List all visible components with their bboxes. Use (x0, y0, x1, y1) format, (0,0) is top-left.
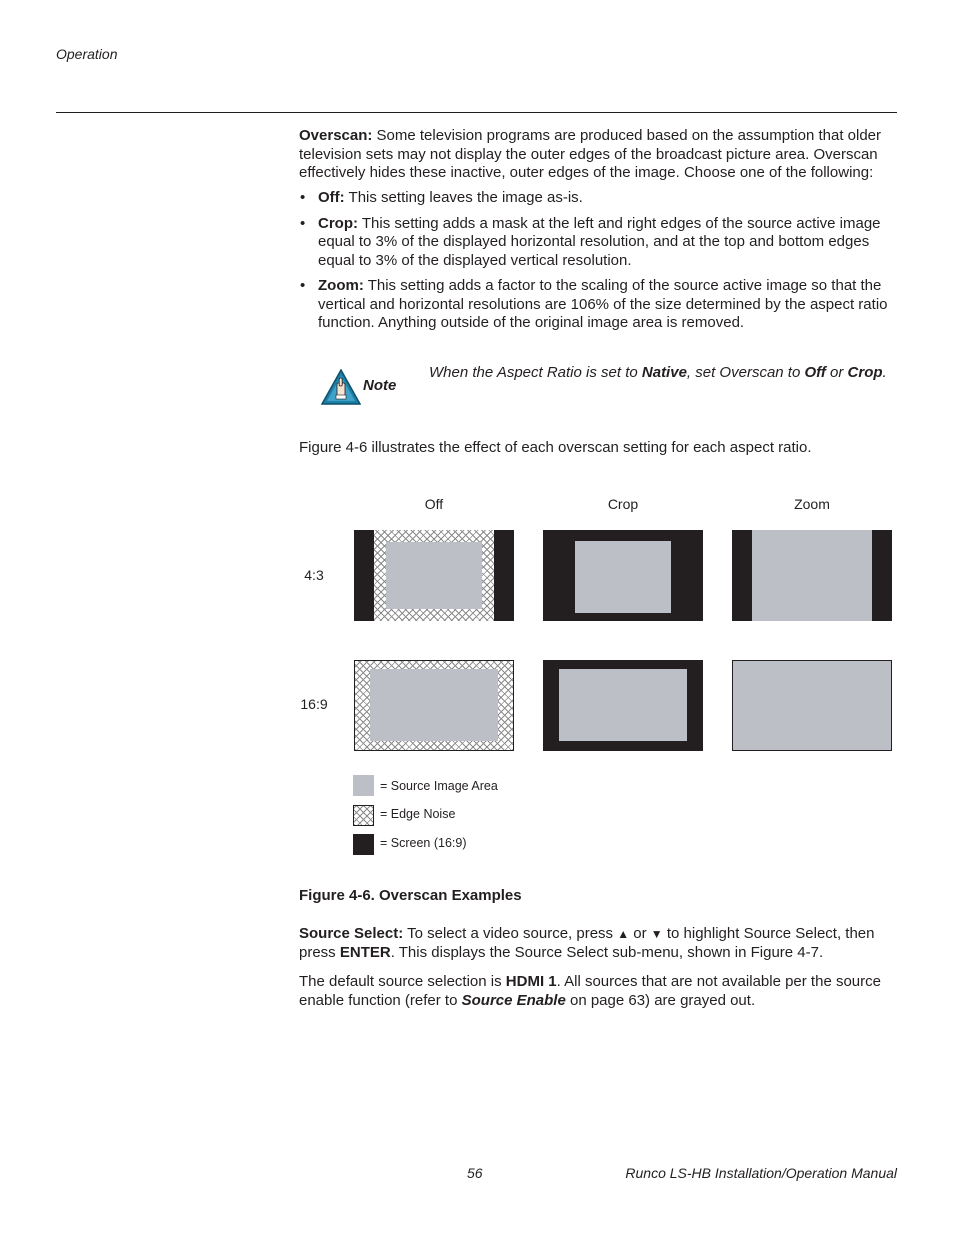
legend-label-source: = Source Image Area (380, 779, 498, 793)
figure-intro: Figure 4-6 illustrates the effect of each overscan setting for each aspect ratio. (299, 439, 812, 456)
row-label-16-9: 16:9 (300, 696, 328, 712)
overscan-text: Some television programs are produced based on the assumption that older television sets may not display the outer edges of the broadcast picture area. Overscan effectively hides these inactive, outer edges of the image. Choose one of the following: (299, 127, 882, 181)
list-item-off: • Off: This setting leaves the image as-is. (299, 189, 899, 208)
column-label-crop: Crop (607, 496, 639, 512)
list-item-crop: • Crop: This setting adds a mask at the left and right edges of the source active image equal to 3% of the displayed horizontal resolution, and at the top and bottom edges equal to 3% of the displayed vertical resolution. (299, 215, 899, 271)
figure-caption: Figure 4-6. Overscan Examples (299, 887, 522, 904)
legend-swatch-source (353, 775, 374, 796)
diagram-16-9-zoom (732, 660, 892, 751)
legend-swatch-edge-noise (353, 805, 374, 826)
diagram-16-9-crop (543, 660, 703, 751)
legend-swatch-screen (353, 834, 374, 855)
section-header: Operation (56, 46, 118, 62)
source-image-area (752, 530, 872, 621)
diagram-4-3-off (354, 530, 514, 621)
overscan-options-list (299, 189, 899, 340)
up-arrow-icon: ▲ (617, 927, 630, 941)
legend-label-screen: = Screen (16:9) (380, 836, 467, 850)
source-image-area (370, 669, 498, 741)
manual-title: Runco LS-HB Installation/Operation Manual (625, 1165, 897, 1181)
column-label-off: Off (424, 496, 444, 512)
source-image-area (575, 541, 671, 613)
diagram-4-3-zoom (732, 530, 892, 621)
down-arrow-icon: ▼ (650, 927, 663, 941)
overscan-paragraph (299, 127, 899, 183)
source-image-area (559, 669, 687, 741)
page-number: 56 (467, 1165, 483, 1181)
legend-label-edge-noise: = Edge Noise (380, 807, 456, 821)
source-select-paragraph: Source Select: To select a video source, press ▲ or ▼ to highlight Source Select, then press ENTER. This displays the Source Select sub-menu, shown in Figure 4-7. (299, 925, 875, 961)
note-label: Note (363, 377, 397, 394)
diagram-4-3-crop (543, 530, 703, 621)
source-enable-reference: Source Enable (461, 991, 566, 1009)
default-source-paragraph: The default source selection is HDMI 1. All sources that are not available per the source enable function (refer to Source Enable on page 63) are grayed out. (299, 973, 881, 1009)
list-item-zoom: • Zoom: This setting adds a factor to the scaling of the source active image so that the vertical and horizontal resolutions are 106% of the size determined by the aspect ratio function. Anything outside of the original image area is removed. (299, 277, 899, 333)
row-label-4-3: 4:3 (304, 567, 324, 583)
overscan-label: Overscan: (299, 127, 373, 144)
diagram-16-9-off (354, 660, 514, 751)
note-hand-icon (321, 369, 361, 405)
note-text: When the Aspect Ratio is set to Native, set Overscan to Off or Crop. (429, 364, 887, 381)
header-divider (56, 112, 897, 113)
source-image-area (386, 542, 482, 609)
column-label-zoom: Zoom (794, 496, 830, 512)
